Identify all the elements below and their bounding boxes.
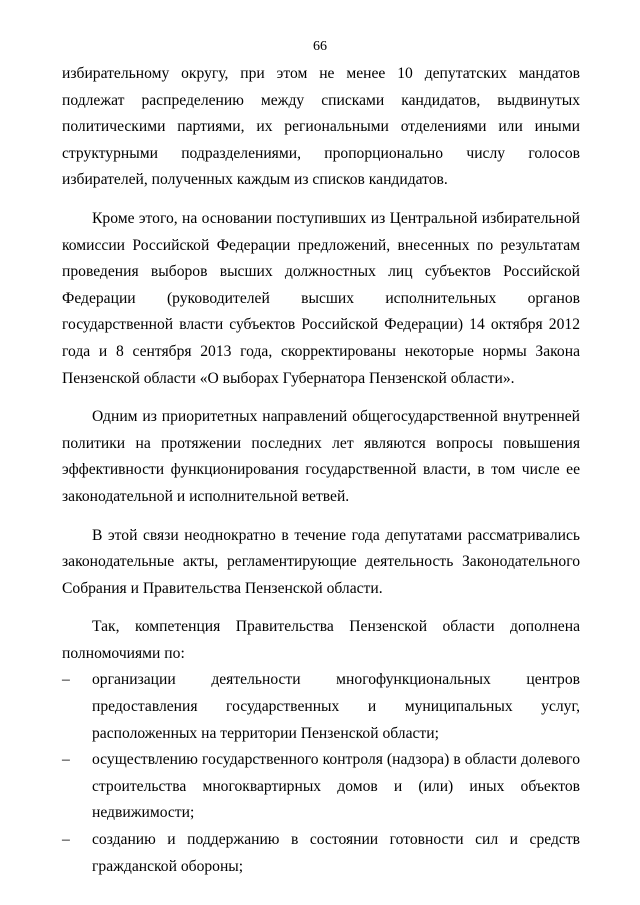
paragraph-continuation: избирательному округу, при этом не менее 10 депутатских мандатов подлежат распределению между списками кандидатов, выдвинутых политическими партиями, их региональными отделениями или иными структурными подразделениями, пропорционально числу голосов избирателей, полученных каждым из списков кандидатов.	[62, 65, 580, 189]
dash-marker: –	[62, 831, 70, 849]
dash-marker: –	[62, 751, 70, 769]
document-body	[62, 61, 580, 880]
paragraph-priority-directions: Одним из приоритетных направлений общегосударственной внутренней политики на протяжении последних лет являются вопросы повышения эффективности функционирования государственной власти, в том числе ее законодательной и исполнительной ветвей.	[62, 408, 580, 505]
page-number: 66	[313, 39, 327, 54]
list-item-text: осуществлению государственного контроля (надзора) в области долевого строительства многоквартирных домов и (или) иных объектов недвижимости;	[92, 751, 580, 822]
paragraph-competence: Так, компетенция Правительства Пензенской области дополнена полномочиями по:	[62, 618, 580, 662]
paragraph-election-law: Кроме этого, на основании поступивших из Центральной избирательной комиссии Российской Федерации предложений, внесенных по результатам проведения выборов высших должностных лиц субъектов Российской Федерации (руководителей высших исполнительных органов государственной власти субъектов Российской Федерации) 14 октября 2012 года и 8 сентября 2013 года, скорректированы некоторые нормы Закона Пензенской области «О выборах Губернатора Пензенской области».	[62, 209, 580, 387]
list-item-text: организации деятельности многофункциональных центров предоставления государственных и муниципальных услуг, расположенных на территории Пензенской области;	[92, 671, 580, 742]
dash-marker: –	[62, 671, 70, 689]
list-item-text: созданию и поддержанию в состоянии готовности сил и средств гражданской обороны;	[92, 831, 580, 875]
powers-list	[62, 667, 580, 880]
list-item	[62, 667, 580, 747]
list-item	[62, 827, 580, 880]
paragraph-legislative-acts: В этой связи неоднократно в течение года депутатами рассматривались законодательные акты, регламентирующие деятельность Законодательного Собрания и Правительства Пензенской области.	[62, 526, 580, 597]
list-item	[62, 747, 580, 827]
